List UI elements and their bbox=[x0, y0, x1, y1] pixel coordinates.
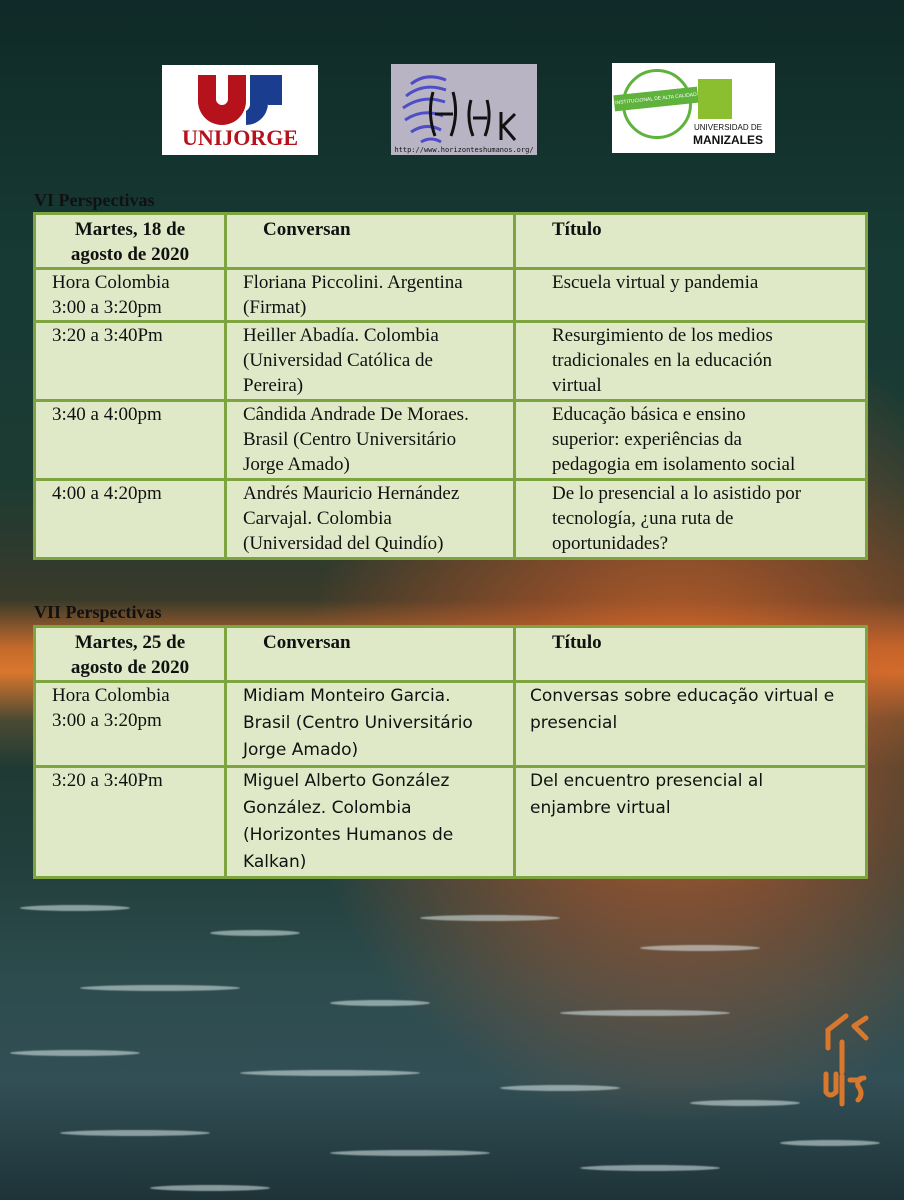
section-title-vii: VII Perspectivas bbox=[34, 602, 162, 622]
time-cell: 3:20 a 3:40Pm bbox=[35, 767, 226, 878]
schedule-table-vi bbox=[33, 212, 868, 560]
date-line: agosto de 2020 bbox=[70, 244, 190, 265]
titulo-header: Título bbox=[515, 214, 867, 269]
speaker-cell: Heiller Abadía. Colombia (Universidad Católica de Pereira) bbox=[226, 322, 515, 401]
unijorge-logo bbox=[162, 65, 318, 155]
manizales-emblem bbox=[698, 79, 732, 119]
table-row bbox=[35, 322, 867, 401]
date-line: agosto de 2020 bbox=[70, 657, 190, 678]
talk-title-cell: Conversas sobre educação virtual e presencial bbox=[515, 682, 867, 767]
conversan-header: Conversan bbox=[226, 627, 515, 682]
titulo-header: Título bbox=[515, 627, 867, 682]
date-header bbox=[35, 214, 226, 269]
time-cell: 3:40 a 4:00pm bbox=[35, 401, 226, 480]
table-header-row bbox=[35, 214, 867, 269]
table-row bbox=[35, 480, 867, 559]
manizales-name-line2: MANIZALES bbox=[693, 133, 763, 147]
conversan-header: Conversan bbox=[226, 214, 515, 269]
table-row bbox=[35, 269, 867, 322]
table-row bbox=[35, 682, 867, 767]
talk-title-cell: Escuela virtual y pandemia bbox=[515, 269, 867, 322]
speaker-cell: Midiam Monteiro Garcia. Brasil (Centro Universitário Jorge Amado) bbox=[226, 682, 515, 767]
speaker-cell: Cândida Andrade De Moraes. Brasil (Centro Universitário Jorge Amado) bbox=[226, 401, 515, 480]
time-cell: 3:20 a 3:40Pm bbox=[35, 322, 226, 401]
date-line: Martes, 18 de bbox=[74, 219, 186, 240]
talk-title-cell: De lo presencial a lo asistido por tecnología, ¿una ruta de oportunidades? bbox=[515, 480, 867, 559]
accreditation-ribbon: INSTITUCIONAL DE ALTA CALIDAD bbox=[613, 87, 698, 112]
speaker-cell: Floriana Piccolini. Argentina (Firmat) bbox=[226, 269, 515, 322]
talk-title-cell: Del encuentro presencial al enjambre virtual bbox=[515, 767, 867, 878]
time-cell: Hora Colombia 3:00 a 3:20pm bbox=[35, 269, 226, 322]
unijorge-wordmark: UNIJORGE bbox=[181, 125, 299, 150]
date-line: Martes, 25 de bbox=[74, 632, 186, 653]
table-row bbox=[35, 401, 867, 480]
speaker-cell: Andrés Mauricio Hernández Carvajal. Colombia (Universidad del Quindío) bbox=[226, 480, 515, 559]
date-header bbox=[35, 627, 226, 682]
hhk-url: http://www.horizonteshumanos.org/ bbox=[394, 146, 534, 154]
hhk-logo bbox=[391, 64, 537, 155]
table-header-row bbox=[35, 627, 867, 682]
speaker-cell: Miguel Alberto González González. Colombia (Horizontes Humanos de Kalkan) bbox=[226, 767, 515, 878]
artist-signature bbox=[818, 1012, 874, 1108]
talk-title-cell: Resurgimiento de los medios tradicionales en la educación virtual bbox=[515, 322, 867, 401]
manizales-name-line1: UNIVERSIDAD DE bbox=[693, 123, 762, 132]
table-row bbox=[35, 767, 867, 878]
talk-title-cell: Educação básica e ensino superior: experiências da pedagogia em isolamento social bbox=[515, 401, 867, 480]
time-cell: Hora Colombia 3:00 a 3:20pm bbox=[35, 682, 226, 767]
section-title-vi: VI Perspectivas bbox=[34, 190, 155, 210]
universidad-manizales-logo bbox=[612, 63, 775, 153]
time-cell: 4:00 a 4:20pm bbox=[35, 480, 226, 559]
schedule-table-vii bbox=[33, 625, 868, 879]
